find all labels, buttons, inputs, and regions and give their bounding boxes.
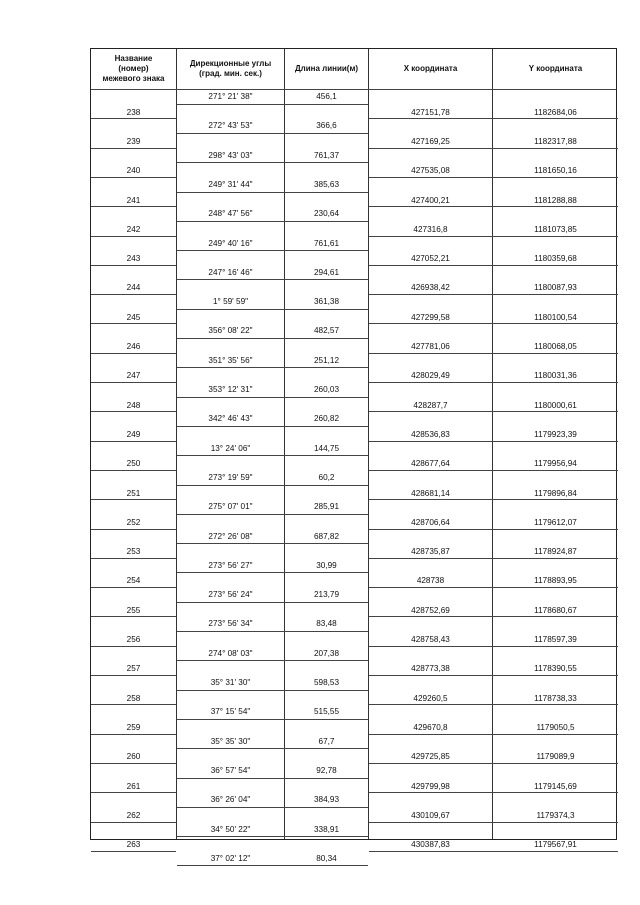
length-rule (177, 162, 368, 163)
coordinate-rule (369, 851, 618, 852)
angle-cell: 272° 26' 08" (208, 531, 253, 541)
x-coordinate-cell: 426938,42 (411, 283, 450, 293)
y-coordinate-cell: 1180100,54 (534, 312, 577, 322)
y-coordinate-cell: 1179956,94 (534, 459, 577, 469)
coordinate-rule (369, 441, 618, 442)
point-rule (91, 236, 176, 237)
length-cell: 230,64 (313, 209, 340, 219)
point-name-cell: 258 (126, 693, 141, 703)
length-rule (177, 778, 368, 779)
x-coordinate-cell: 428681,14 (411, 488, 450, 498)
y-coordinate-cell: 1179567,91 (534, 840, 577, 850)
point-rule (91, 851, 176, 852)
header-length: Длина линии(м) (294, 64, 359, 73)
x-coordinate-cell: 428752,69 (411, 605, 450, 615)
point-name-cell: 253 (126, 547, 141, 557)
length-cell: 598,53 (313, 678, 340, 687)
x-coordinate-cell: 428758,43 (411, 635, 450, 645)
y-coordinate-cell: 1181288,88 (534, 195, 577, 205)
y-coordinate-cell: 1178893,95 (534, 576, 577, 586)
coordinate-rule (369, 470, 618, 471)
y-coordinate-cell: 1178738,33 (534, 693, 577, 703)
length-rule (177, 660, 368, 661)
coordinate-rule (369, 704, 618, 705)
length-rule (177, 748, 368, 749)
header-angles: Дирекционные углы (град. мин. сек.) (189, 59, 272, 78)
angle-cell: 249° 31' 44" (208, 179, 253, 189)
angle-cell: 37° 02' 12" (210, 853, 251, 863)
point-rule (91, 148, 176, 149)
length-cell: 83,48 (316, 619, 337, 629)
length-rule (177, 572, 368, 573)
point-name-cell: 255 (126, 605, 141, 615)
coordinate-rule (369, 323, 618, 324)
y-coordinate-cell: 1178924,87 (534, 547, 577, 557)
y-coordinate-cell: 1182317,88 (534, 136, 577, 146)
coordinate-rule (369, 177, 618, 178)
length-cell: 761,37 (313, 150, 340, 160)
length-rule (177, 367, 368, 368)
length-rule (177, 426, 368, 427)
angle-cell: 1° 59' 59" (212, 297, 249, 307)
point-name-cell: 250 (126, 459, 141, 469)
point-name-cell: 249 (126, 429, 141, 439)
angle-cell: 35° 31' 30" (210, 678, 251, 687)
angle-cell: 274° 08' 03" (208, 648, 253, 658)
x-coordinate-cell: 428735,87 (411, 547, 450, 557)
point-name-cell: 238 (126, 107, 141, 117)
angle-cell: 273° 19' 59" (208, 472, 253, 482)
point-name-cell: 246 (126, 342, 141, 352)
y-coordinate-cell: 1180031,36 (534, 371, 577, 381)
point-name-cell: 251 (126, 488, 141, 498)
angle-cell: 273° 56' 24" (208, 590, 253, 600)
x-coordinate-cell: 428773,38 (411, 664, 450, 674)
point-rule (91, 382, 176, 383)
coordinate-rule (369, 148, 618, 149)
length-rule (177, 338, 368, 339)
y-coordinate-cell: 1179612,07 (534, 517, 577, 527)
coordinate-rule (369, 675, 618, 676)
point-name-cell: 262 (126, 810, 141, 820)
length-rule (177, 104, 368, 105)
x-coordinate-cell: 427316,8 (413, 224, 448, 234)
x-coordinate-cell: 428287,7 (413, 400, 448, 410)
coordinate-rule (369, 558, 618, 559)
point-rule (91, 822, 176, 823)
y-coordinate-cell: 1179089,9 (536, 752, 575, 762)
point-name-cell: 257 (126, 664, 141, 674)
length-cell: 60,2 (318, 472, 335, 482)
point-name-cell: 254 (126, 576, 141, 586)
coordinate-rule (369, 822, 618, 823)
x-coordinate-cell: 428706,64 (411, 517, 450, 527)
x-coordinate-cell: 430387,83 (411, 840, 450, 850)
header-y: Y координата (528, 64, 583, 73)
y-coordinate-cell: 1178680,67 (534, 605, 577, 615)
coordinate-rule (369, 265, 618, 266)
point-name-cell: 242 (126, 224, 141, 234)
y-coordinate-cell: 1178390,55 (534, 664, 577, 674)
y-coordinate-cell: 1179923,39 (534, 429, 577, 439)
point-rule (91, 323, 176, 324)
length-cell: 144,75 (313, 443, 340, 453)
coordinate-rule (369, 792, 618, 793)
x-coordinate-cell: 428738 (416, 576, 445, 586)
point-name-cell: 256 (126, 635, 141, 645)
length-cell: 687,82 (313, 531, 340, 541)
x-coordinate-cell: 427299,58 (411, 312, 450, 322)
point-name-cell: 259 (126, 722, 141, 732)
point-name-cell: 245 (126, 312, 141, 322)
point-rule (91, 118, 176, 119)
length-rule (177, 192, 368, 193)
length-cell: 92,78 (316, 765, 337, 775)
header-rule (91, 89, 616, 90)
length-cell: 80,34 (316, 853, 337, 863)
point-name-cell: 241 (126, 195, 141, 205)
x-coordinate-cell: 428029,49 (411, 371, 450, 381)
x-coordinate-cell: 430109,67 (411, 810, 450, 820)
angle-cell: 272° 43' 53" (208, 121, 253, 131)
length-cell: 251,12 (313, 355, 340, 365)
coordinate-rule (369, 529, 618, 530)
length-cell: 384,93 (313, 795, 340, 805)
coordinate-rule (369, 353, 618, 354)
length-cell: 385,63 (313, 179, 340, 189)
y-coordinate-cell: 1180087,93 (534, 283, 577, 293)
length-cell: 285,91 (313, 502, 340, 512)
angle-cell: 13° 24' 06" (210, 443, 251, 453)
x-coordinate-cell: 428677,64 (411, 459, 450, 469)
header-name: Название (номер) межевого знака (102, 54, 165, 83)
length-cell: 482,57 (313, 326, 340, 336)
point-name-cell: 247 (126, 371, 141, 381)
length-rule (177, 514, 368, 515)
angle-cell: 249° 40' 16" (208, 238, 253, 248)
point-rule (91, 441, 176, 442)
angle-cell: 247° 16' 46" (208, 267, 253, 277)
angle-cell: 248° 47' 56" (208, 209, 253, 219)
length-cell: 213,79 (313, 590, 340, 600)
length-cell: 361,38 (313, 297, 340, 307)
angle-cell: 298° 43' 03" (208, 150, 253, 160)
y-coordinate-cell: 1181073,85 (534, 224, 577, 234)
coordinate-rule (369, 382, 618, 383)
angle-cell: 351° 35' 56" (208, 355, 253, 365)
length-cell: 338,91 (313, 824, 340, 834)
point-name-cell: 252 (126, 517, 141, 527)
point-name-cell: 243 (126, 254, 141, 264)
point-name-cell: 248 (126, 400, 141, 410)
coordinates-table (90, 48, 617, 863)
length-rule (177, 309, 368, 310)
length-cell: 761,61 (313, 238, 340, 248)
point-rule (91, 470, 176, 471)
x-coordinate-cell: 429799,98 (411, 781, 450, 791)
y-coordinate-cell: 1182684,06 (534, 107, 577, 117)
point-rule (91, 587, 176, 588)
point-rule (91, 646, 176, 647)
point-rule (91, 558, 176, 559)
x-coordinate-cell: 427052,21 (411, 254, 450, 264)
point-name-cell: 244 (126, 283, 141, 293)
length-cell: 207,38 (313, 648, 340, 658)
angle-cell: 37° 15' 54" (210, 707, 251, 717)
x-coordinate-cell: 427400,21 (411, 195, 450, 205)
coordinate-rule (369, 236, 618, 237)
point-rule (91, 265, 176, 266)
length-rule (177, 221, 368, 222)
length-cell: 260,82 (313, 414, 340, 424)
length-cell: 67,7 (318, 736, 335, 746)
x-coordinate-cell: 428536,83 (411, 429, 450, 439)
header-x: X координата (403, 64, 458, 73)
point-name-cell: 239 (126, 136, 141, 146)
x-coordinate-cell: 427781,06 (411, 342, 450, 352)
coordinate-rule (369, 646, 618, 647)
angle-cell: 353° 12' 31" (208, 385, 253, 394)
angle-cell: 34° 50' 22" (210, 824, 251, 834)
angle-cell: 275° 07' 01" (208, 502, 253, 512)
length-cell: 260,03 (313, 385, 340, 394)
coordinate-rule (369, 587, 618, 588)
y-coordinate-cell: 1179896,84 (534, 488, 577, 498)
length-cell: 30,99 (316, 560, 337, 570)
coordinate-rule (369, 411, 618, 412)
point-rule (91, 792, 176, 793)
x-coordinate-cell: 427151,78 (411, 107, 450, 117)
length-cell: 294,61 (313, 267, 340, 277)
point-name-cell: 261 (126, 781, 141, 791)
point-rule (91, 206, 176, 207)
angle-cell: 36° 26' 04" (210, 795, 251, 805)
angle-cell: 35° 35' 30" (210, 736, 251, 746)
angle-cell: 273° 56' 34" (208, 619, 253, 629)
angle-cell: 36° 57' 54" (210, 765, 251, 775)
coordinate-rule (369, 499, 618, 500)
y-coordinate-cell: 1179145,69 (534, 781, 577, 791)
point-rule (91, 529, 176, 530)
length-rule (177, 690, 368, 691)
length-rule (177, 543, 368, 544)
y-coordinate-cell: 1179050,5 (536, 722, 575, 732)
coordinate-rule (369, 294, 618, 295)
angle-cell: 342° 46' 43" (208, 414, 253, 424)
angle-cell: 273° 56' 27" (208, 560, 253, 570)
coordinate-rule (369, 616, 618, 617)
point-name-cell: 263 (126, 840, 141, 850)
point-rule (91, 734, 176, 735)
y-coordinate-cell: 1179374,3 (536, 810, 575, 820)
coordinate-rule (369, 206, 618, 207)
length-cell: 515,55 (313, 707, 340, 717)
first-angle-cell: 271° 21' 38" (208, 92, 253, 101)
x-coordinate-cell: 429725,85 (411, 752, 450, 762)
y-coordinate-cell: 1181650,16 (534, 166, 577, 176)
point-rule (91, 675, 176, 676)
coordinate-rule (369, 734, 618, 735)
coordinate-rule (369, 118, 618, 119)
point-name-cell: 260 (126, 752, 141, 762)
point-rule (91, 411, 176, 412)
length-rule (177, 279, 368, 280)
y-coordinate-cell: 1178597,39 (534, 635, 577, 645)
first-length-cell: 456,1 (316, 92, 337, 101)
coordinate-rule (369, 763, 618, 764)
length-rule (177, 719, 368, 720)
length-cell: 366,6 (316, 121, 337, 131)
point-rule (91, 177, 176, 178)
length-rule (177, 865, 368, 866)
x-coordinate-cell: 427535,08 (411, 166, 450, 176)
point-rule (91, 704, 176, 705)
length-rule (177, 485, 368, 486)
length-rule (177, 133, 368, 134)
length-rule (177, 397, 368, 398)
length-rule (177, 455, 368, 456)
point-rule (91, 294, 176, 295)
x-coordinate-cell: 427169,25 (411, 136, 450, 146)
point-rule (91, 616, 176, 617)
point-rule (91, 353, 176, 354)
angle-cell: 356° 08' 22" (208, 326, 253, 336)
point-rule (91, 763, 176, 764)
length-rule (177, 631, 368, 632)
x-coordinate-cell: 429260,5 (413, 693, 448, 703)
y-coordinate-cell: 1180359,68 (534, 254, 577, 264)
length-rule (177, 836, 368, 837)
y-coordinate-cell: 1180000,61 (534, 400, 577, 410)
point-name-cell: 240 (126, 166, 141, 176)
length-rule (177, 602, 368, 603)
point-rule (91, 499, 176, 500)
x-coordinate-cell: 429670,8 (413, 722, 448, 732)
y-coordinate-cell: 1180068,05 (534, 342, 577, 352)
length-rule (177, 807, 368, 808)
length-rule (177, 250, 368, 251)
